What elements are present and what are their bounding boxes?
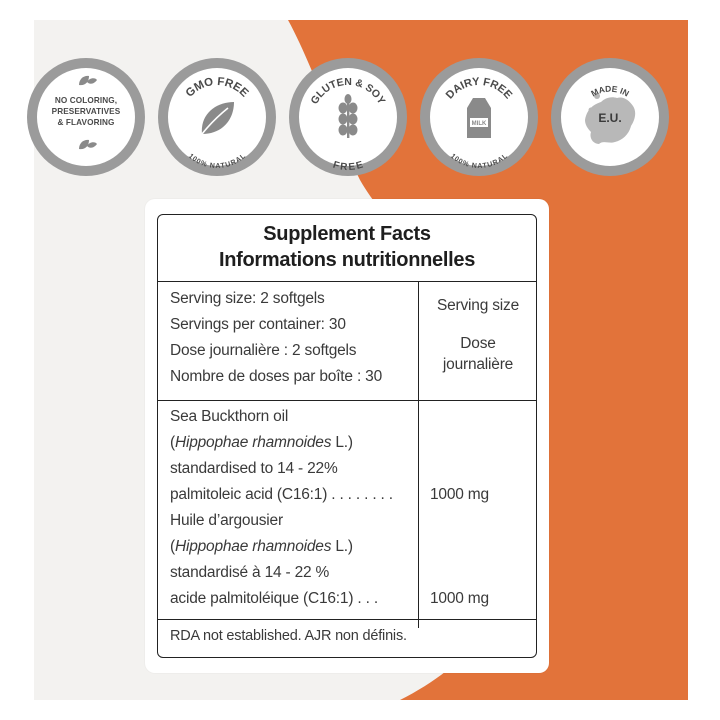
title-english: Supplement Facts xyxy=(263,223,431,245)
latin-name: Hippophae rhamnoides xyxy=(174,538,332,555)
leaf-icon xyxy=(202,102,234,134)
serving-line: Nombre de doses par boîte : 30 xyxy=(170,368,382,385)
milk-label: MILK xyxy=(471,121,487,127)
latin-name: Hippophae rhamnoides xyxy=(174,434,332,451)
badge-top-text: GMO FREE xyxy=(183,75,251,100)
divider xyxy=(158,281,536,282)
svg-text:DAIRY FREE xyxy=(444,76,514,102)
ingredient-line: standardised to 14 - 22% xyxy=(170,460,338,477)
column-divider xyxy=(418,281,419,628)
badge-top-text: MADE IN xyxy=(589,83,631,99)
header-journaliere: journalière xyxy=(442,356,514,373)
badge-text-line: & FLAVORING xyxy=(57,118,115,127)
header-serving-size: Serving size xyxy=(436,297,520,314)
svg-text:100% NATURAL xyxy=(187,152,248,170)
badge-gluten-soy-free xyxy=(289,58,407,176)
supplement-facts-table xyxy=(157,214,537,658)
badge-bottom-text: 100% NATURAL xyxy=(448,152,510,171)
footer-note: RDA not established. AJR non définis. xyxy=(170,628,407,644)
svg-text:100% NATURAL xyxy=(449,152,510,170)
badge-top-text: GLUTEN & SOY xyxy=(308,75,388,107)
svg-text:GMO FREE xyxy=(184,76,251,100)
ingredient-line xyxy=(170,538,353,556)
paren: L.) xyxy=(331,434,353,451)
badge-text-line: PRESERVATIVES xyxy=(51,107,121,116)
ingredient-amount: 1000 mg xyxy=(430,590,489,607)
badge-no-coloring xyxy=(27,58,145,176)
badge-center-text: E.U. xyxy=(598,111,622,125)
ingredient-line: standardisé à 14 - 22 % xyxy=(170,564,330,581)
ingredient-line: palmitoleic acid (C16:1) . . . . . . . . xyxy=(170,486,393,503)
serving-line: Serving size: 2 softgels xyxy=(170,290,325,307)
serving-line: Servings per container: 30 xyxy=(170,316,346,333)
badge-ring-text xyxy=(551,58,669,176)
badge-gmo-free xyxy=(158,58,276,176)
badge-text-line: NO COLORING, xyxy=(54,96,118,105)
milk-carton-icon xyxy=(467,98,491,138)
wheat-icon xyxy=(339,94,358,138)
divider xyxy=(158,619,536,620)
badge-made-in-eu xyxy=(551,58,669,176)
ingredient-amount: 1000 mg xyxy=(430,486,489,503)
paren: ( xyxy=(170,434,175,451)
badge-ring-text xyxy=(289,58,407,176)
serving-line: Dose journalière : 2 softgels xyxy=(170,342,357,359)
ingredient-line xyxy=(170,434,353,452)
badge-ring-text xyxy=(420,58,538,176)
badge-dairy-free xyxy=(420,58,538,176)
badge-bottom-text: FREE xyxy=(331,159,365,174)
ingredient-line: acide palmitoléique (C16:1) . . . xyxy=(170,590,378,607)
ingredient-line: Huile d’argousier xyxy=(170,512,283,529)
svg-text:FREE xyxy=(331,160,364,174)
paren: ( xyxy=(170,538,175,555)
title-french: Informations nutritionnelles xyxy=(218,249,476,271)
svg-text:MADE IN xyxy=(589,84,631,99)
divider xyxy=(158,400,536,401)
header-dose: Dose xyxy=(460,335,496,352)
ingredient-line: Sea Buckthorn oil xyxy=(170,408,289,425)
badge-top-text: DAIRY FREE xyxy=(443,75,515,102)
badge-ring-text xyxy=(158,58,276,176)
paren: L.) xyxy=(331,538,353,555)
badge-bottom-text: 100% NATURAL xyxy=(186,152,248,171)
